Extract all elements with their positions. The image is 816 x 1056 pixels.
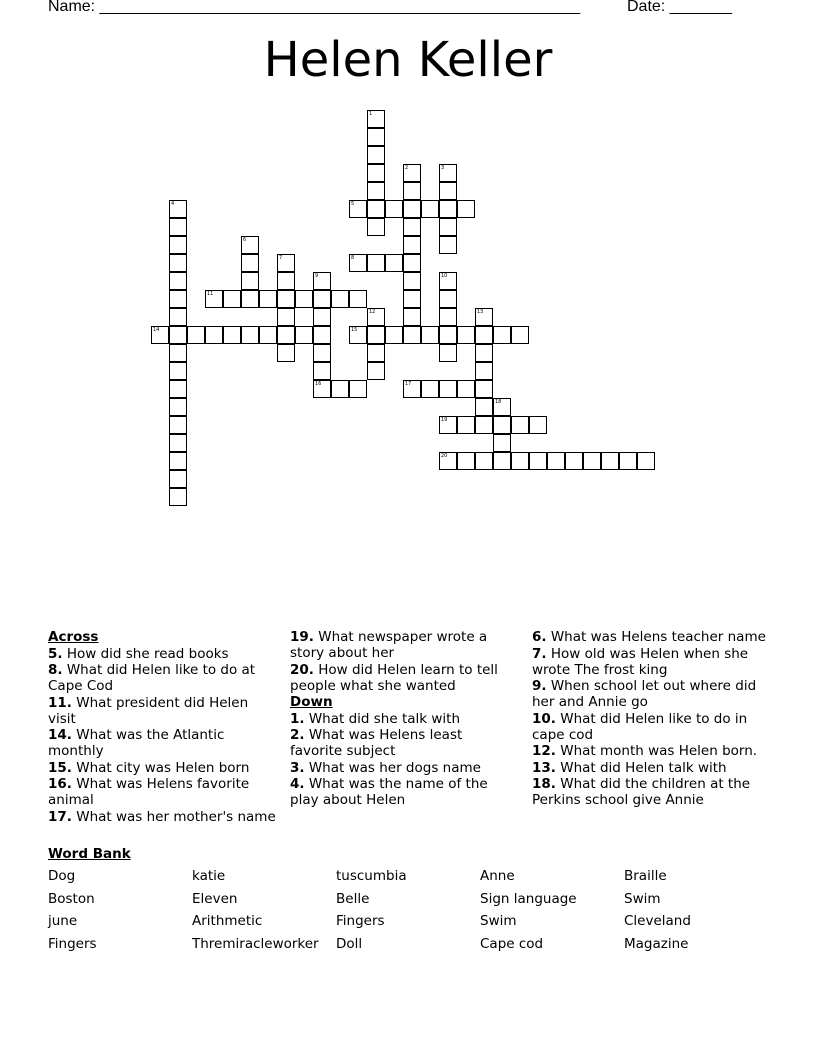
grid-cell[interactable] <box>619 452 637 470</box>
grid-cell[interactable] <box>259 290 277 308</box>
grid-cell[interactable] <box>169 380 187 398</box>
grid-cell[interactable] <box>367 344 385 362</box>
grid-cell[interactable] <box>439 218 457 236</box>
grid-cell[interactable] <box>313 326 331 344</box>
grid-cell[interactable] <box>475 398 493 416</box>
word-bank-heading: Word Bank <box>48 846 131 862</box>
grid-cell[interactable] <box>493 326 511 344</box>
grid-cell[interactable] <box>403 254 421 272</box>
clue-number: 7 <box>279 255 283 261</box>
grid-cell[interactable] <box>169 344 187 362</box>
grid-cell[interactable] <box>367 110 385 128</box>
clue-number: 19 <box>441 417 448 423</box>
date-field-label[interactable]: Date: _______ <box>627 0 732 15</box>
name-field-label[interactable]: Name: ______________________________________________________ <box>48 0 581 15</box>
grid-cell[interactable] <box>313 380 331 398</box>
grid-cell[interactable] <box>241 290 259 308</box>
grid-cell[interactable] <box>457 452 475 470</box>
clue-down-18: 18. What did the children at the Perkins school give Annie <box>532 776 751 808</box>
clue-number: 3 <box>441 165 445 171</box>
grid-cell[interactable] <box>169 362 187 380</box>
word-bank-item: Belle <box>336 890 370 907</box>
word-bank-item: Magazine <box>624 936 689 953</box>
word-bank-item: Thremiracleworker <box>192 936 319 953</box>
grid-cell[interactable] <box>313 344 331 362</box>
grid-cell[interactable] <box>439 272 457 290</box>
clue-down-9: 9. When school let out where did her and Annie go <box>532 678 757 710</box>
clue-number: 5 <box>351 201 355 207</box>
grid-cell[interactable] <box>439 416 457 434</box>
clue-down-7: 7. How old was Helen when she wrote The frost king <box>532 645 749 678</box>
grid-cell[interactable] <box>475 308 493 326</box>
grid-cell[interactable] <box>169 236 187 254</box>
grid-cell[interactable] <box>421 326 439 344</box>
grid-cell[interactable] <box>169 416 187 434</box>
grid-cell[interactable] <box>367 308 385 326</box>
clue-across-19: 19. What newspaper wrote a story about her <box>290 629 488 661</box>
word-bank-item: Arithmetic <box>192 913 263 930</box>
clue-number: 15 <box>351 327 358 333</box>
grid-cell[interactable] <box>439 452 457 470</box>
down-heading: Down <box>290 694 333 710</box>
clue-number: 10 <box>441 273 448 279</box>
word-bank-item: Cleveland <box>624 913 691 930</box>
clue-number: 1 <box>369 111 373 117</box>
grid-cell[interactable] <box>511 416 529 434</box>
grid-cell[interactable] <box>367 362 385 380</box>
word-bank-item: Swim <box>624 890 661 907</box>
grid-cell[interactable] <box>403 380 421 398</box>
grid-cell[interactable] <box>403 272 421 290</box>
grid-cell[interactable] <box>439 236 457 254</box>
grid-cell[interactable] <box>529 452 547 470</box>
clue-number: 8 <box>351 255 355 261</box>
grid-cell[interactable] <box>385 254 403 272</box>
grid-cell[interactable] <box>169 218 187 236</box>
grid-cell[interactable] <box>205 290 223 308</box>
clue-across-11: 11. What president did Helen visit <box>48 694 249 727</box>
grid-cell[interactable] <box>475 326 493 344</box>
grid-cell[interactable] <box>421 200 439 218</box>
clue-across-15: 15. What city was Helen born <box>48 759 250 776</box>
page-title: Helen Keller <box>263 32 553 88</box>
grid-cell[interactable] <box>367 164 385 182</box>
grid-cell[interactable] <box>241 254 259 272</box>
grid-cell[interactable] <box>403 164 421 182</box>
grid-cell[interactable] <box>223 326 241 344</box>
word-bank-item: Dog <box>48 868 76 884</box>
grid-cell[interactable] <box>493 452 511 470</box>
clues-column-3 <box>532 629 772 809</box>
word-bank-item: Boston <box>48 890 95 907</box>
clue-down-2: 2. What was Helens least favorite subject <box>290 727 463 759</box>
clues-column-2 <box>290 629 515 809</box>
grid-cell[interactable] <box>583 452 601 470</box>
grid-cell[interactable] <box>223 290 241 308</box>
grid-cell[interactable] <box>403 236 421 254</box>
grid-cell[interactable] <box>295 326 313 344</box>
grid-cell[interactable] <box>241 272 259 290</box>
clue-number: 11 <box>207 291 214 297</box>
grid-cell[interactable] <box>169 254 187 272</box>
grid-cell[interactable] <box>367 218 385 236</box>
grid-cell[interactable] <box>349 254 367 272</box>
grid-cell[interactable] <box>439 182 457 200</box>
grid-cell[interactable] <box>313 308 331 326</box>
grid-cell[interactable] <box>349 326 367 344</box>
grid-cell[interactable] <box>511 452 529 470</box>
grid-cell[interactable] <box>403 290 421 308</box>
grid-cell[interactable] <box>457 200 475 218</box>
grid-cell[interactable] <box>349 290 367 308</box>
grid-cell[interactable] <box>565 452 583 470</box>
grid-cell[interactable] <box>277 272 295 290</box>
grid-cell[interactable] <box>439 164 457 182</box>
grid-cell[interactable] <box>529 416 547 434</box>
grid-cell[interactable] <box>331 380 349 398</box>
clue-number: 4 <box>171 201 175 207</box>
grid-cell[interactable] <box>169 200 187 218</box>
grid-cell[interactable] <box>277 254 295 272</box>
grid-cell[interactable] <box>277 326 295 344</box>
grid-cell[interactable] <box>169 326 187 344</box>
grid-cell[interactable] <box>151 326 169 344</box>
clue-number: 20 <box>441 453 448 459</box>
grid-cell[interactable] <box>241 326 259 344</box>
word-bank-item: Anne <box>480 868 515 884</box>
grid-cell[interactable] <box>277 290 295 308</box>
clues-column-1 <box>48 629 280 825</box>
clue-across-16: 16. What was Helens favorite animal <box>48 776 250 808</box>
clue-down-4: 4. What was the name of the play about Helen <box>290 776 488 808</box>
grid-cell[interactable] <box>367 254 385 272</box>
clue-down-3: 3. What was her dogs name <box>290 759 481 776</box>
grid-cell[interactable] <box>493 434 511 452</box>
grid-cell[interactable] <box>403 200 421 218</box>
clue-number: 14 <box>153 327 160 333</box>
word-bank-item: Sign language <box>480 890 577 907</box>
grid-cell[interactable] <box>637 452 655 470</box>
grid-cell[interactable] <box>547 452 565 470</box>
word-bank-item: Braille <box>624 868 667 884</box>
grid-cell[interactable] <box>169 308 187 326</box>
grid-cell[interactable] <box>493 416 511 434</box>
word-bank-item: Eleven <box>192 890 238 907</box>
grid-cell[interactable] <box>457 380 475 398</box>
clue-number: 13 <box>477 309 484 315</box>
clue-down-13: 13. What did Helen talk with <box>532 759 727 776</box>
grid-cell[interactable] <box>277 344 295 362</box>
grid-cell[interactable] <box>475 452 493 470</box>
grid-cell[interactable] <box>421 380 439 398</box>
grid-cell[interactable] <box>439 344 457 362</box>
grid-cell[interactable] <box>331 290 349 308</box>
grid-cell[interactable] <box>403 326 421 344</box>
grid-cell[interactable] <box>475 380 493 398</box>
word-bank-item: Fingers <box>48 936 97 953</box>
clue-down-12: 12. What month was Helen born. <box>532 743 758 759</box>
grid-cell[interactable] <box>439 380 457 398</box>
grid-cell[interactable] <box>169 434 187 452</box>
grid-cell[interactable] <box>187 326 205 344</box>
clue-number: 16 <box>315 381 322 387</box>
grid-cell[interactable] <box>169 488 187 506</box>
grid-cell[interactable] <box>457 326 475 344</box>
grid-cell[interactable] <box>367 146 385 164</box>
clue-across-20: 20. How did Helen learn to tell people what she wanted <box>290 661 498 694</box>
grid-cell[interactable] <box>313 290 331 308</box>
grid-cell[interactable] <box>511 326 529 344</box>
grid-cell[interactable] <box>295 290 313 308</box>
clue-number: 9 <box>315 273 319 279</box>
clue-across-17: 17. What was her mother's name <box>48 808 276 825</box>
grid-cell[interactable] <box>475 362 493 380</box>
grid-cell[interactable] <box>313 272 331 290</box>
grid-cell[interactable] <box>313 362 331 380</box>
clue-across-5: 5. How did she read books <box>48 645 229 662</box>
grid-cell[interactable] <box>169 290 187 308</box>
grid-cell[interactable] <box>169 452 187 470</box>
clue-down-10: 10. What did Helen like to do in cape cod <box>532 710 748 743</box>
grid-cell[interactable] <box>367 128 385 146</box>
grid-cell[interactable] <box>439 308 457 326</box>
clue-across-8: 8. What did Helen like to do at Cape Cod <box>48 662 256 694</box>
word-bank-item: Fingers <box>336 913 385 930</box>
grid-cell[interactable] <box>169 398 187 416</box>
grid-cell[interactable] <box>475 416 493 434</box>
word-bank-item: Cape cod <box>480 936 544 953</box>
word-bank-item: Doll <box>336 936 363 953</box>
grid-cell[interactable] <box>169 272 187 290</box>
grid-cell[interactable] <box>403 218 421 236</box>
grid-cell[interactable] <box>385 200 403 218</box>
grid-cell[interactable] <box>205 326 223 344</box>
grid-cell[interactable] <box>493 398 511 416</box>
grid-cell[interactable] <box>439 326 457 344</box>
clue-number: 2 <box>405 165 409 171</box>
clue-number: 12 <box>369 309 376 315</box>
grid-cell[interactable] <box>439 290 457 308</box>
grid-cell[interactable] <box>169 470 187 488</box>
grid-cell[interactable] <box>475 344 493 362</box>
grid-cell[interactable] <box>439 200 457 218</box>
grid-cell[interactable] <box>349 380 367 398</box>
grid-cell[interactable] <box>241 236 259 254</box>
clue-number: 17 <box>405 381 412 387</box>
grid-cell[interactable] <box>457 416 475 434</box>
clue-down-6: 6. What was Helens teacher name <box>532 629 766 645</box>
grid-cell[interactable] <box>349 200 367 218</box>
clue-down-1: 1. What did she talk with <box>290 710 461 727</box>
word-bank-item: Swim <box>480 913 517 930</box>
grid-cell[interactable] <box>601 452 619 470</box>
grid-cell[interactable] <box>367 182 385 200</box>
clue-number: 6 <box>243 237 247 243</box>
across-heading: Across <box>48 629 99 645</box>
grid-cell[interactable] <box>277 308 295 326</box>
word-bank-item: katie <box>192 868 226 884</box>
grid-cell[interactable] <box>403 308 421 326</box>
word-bank-item: june <box>48 913 78 930</box>
grid-cell[interactable] <box>367 200 385 218</box>
clue-across-14: 14. What was the Atlantic monthly <box>48 727 225 759</box>
grid-cell[interactable] <box>403 182 421 200</box>
grid-cell[interactable] <box>259 326 277 344</box>
grid-cell[interactable] <box>385 326 403 344</box>
clue-number: 18 <box>495 399 502 405</box>
grid-cell[interactable] <box>367 326 385 344</box>
word-bank-item: tuscumbia <box>336 868 407 884</box>
